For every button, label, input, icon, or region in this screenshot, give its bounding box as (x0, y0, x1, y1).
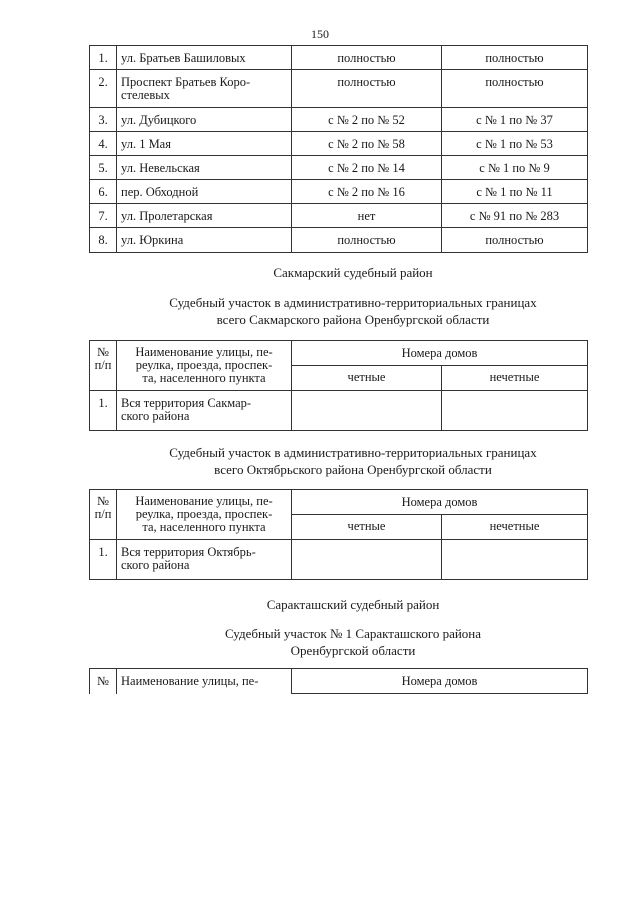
saraktash-section-title (0, 625, 640, 659)
table-header-row (90, 341, 588, 366)
table-row (90, 132, 588, 156)
odd-houses (442, 540, 588, 580)
street-name: ул. Пролетарская (117, 204, 292, 228)
odd-houses: полностью (442, 70, 588, 108)
territory-name: Вся территория Октябрь- ского района (117, 540, 292, 580)
odd-houses: полностью (442, 46, 588, 70)
streets-table (89, 45, 588, 253)
even-houses (292, 391, 442, 431)
street-name: пер. Обходной (117, 180, 292, 204)
odd-houses: с № 1 по № 11 (442, 180, 588, 204)
odd-houses (442, 391, 588, 431)
street-name: ул. 1 Мая (117, 132, 292, 156)
sakmara-section-title (0, 294, 640, 328)
saraktash-table (89, 668, 588, 694)
house-numbers-header: Номера домов (292, 490, 588, 515)
row-number: 1. (90, 46, 117, 70)
number-header: № п/п (90, 490, 117, 540)
even-houses: полностью (292, 70, 442, 108)
street-name (117, 70, 292, 108)
table-row (90, 204, 588, 228)
even-houses: с № 2 по № 58 (292, 132, 442, 156)
odd-houses: с № 1 по № 37 (442, 108, 588, 132)
street-name-header: Наименование улицы, пе- реулка, проезда, проспек- та, населенного пункта (117, 490, 292, 540)
odd-header: нечетные (442, 366, 588, 391)
table-row (90, 228, 588, 253)
oktyabrsky-section-title (0, 444, 640, 478)
even-houses (292, 540, 442, 580)
oktyabrsky-section-title-line-1: Судебный участок в административно-территориальных границах (169, 445, 537, 460)
sakmara-district-title: Сакмарский судебный район (273, 265, 433, 280)
street-name: ул. Братьев Башиловых (117, 46, 292, 70)
table-header-row (90, 669, 588, 694)
street-name-line-1: Проспект Братьев Коро- (121, 75, 251, 89)
street-name-header: Наименование улицы, пе- реулка, проезда, проспек- та, населенного пункта (117, 341, 292, 391)
number-header: № (90, 669, 117, 694)
saraktash-section-title-line-1: Судебный участок № 1 Саракташского района (224, 626, 482, 641)
odd-houses: с № 1 по № 53 (442, 132, 588, 156)
sakmara-section-title-line-1: Судебный участок в административно-территориальных границах (169, 295, 537, 310)
row-number: 7. (90, 204, 117, 228)
saraktash-section-title-line-2: Оренбургской области (290, 643, 416, 658)
table-row (90, 180, 588, 204)
odd-houses: с № 91 по № 283 (442, 204, 588, 228)
street-name: ул. Дубицкого (117, 108, 292, 132)
odd-header: нечетные (442, 515, 588, 540)
even-header: четные (292, 366, 442, 391)
oktyabrsky-section-title-line-2: всего Октябрьского района Оренбургской области (214, 462, 492, 477)
table-row (90, 46, 588, 70)
saraktash-district-title: Саракташский судебный район (266, 597, 440, 612)
row-number: 6. (90, 180, 117, 204)
table-row (90, 391, 588, 431)
table-row (90, 156, 588, 180)
street-name: ул. Юркина (117, 228, 292, 253)
row-number: 4. (90, 132, 117, 156)
house-numbers-header: Номера домов (292, 341, 588, 366)
sakmara-section-title-line-2: всего Сакмарского района Оренбургской области (216, 312, 490, 327)
even-header: четные (292, 515, 442, 540)
odd-houses: с № 1 по № 9 (442, 156, 588, 180)
even-houses: полностью (292, 228, 442, 253)
table-header-row (90, 490, 588, 515)
even-houses: полностью (292, 46, 442, 70)
row-number: 1. (90, 391, 117, 431)
row-number: 5. (90, 156, 117, 180)
row-number: 2. (90, 70, 117, 108)
even-houses: с № 2 по № 52 (292, 108, 442, 132)
oktyabrsky-table (89, 489, 588, 580)
house-numbers-header: Номера домов (292, 669, 588, 694)
street-name: ул. Невельская (117, 156, 292, 180)
even-houses: нет (292, 204, 442, 228)
even-houses: с № 2 по № 14 (292, 156, 442, 180)
page-number: 150 (311, 27, 329, 41)
odd-houses: полностью (442, 228, 588, 253)
number-header: № п/п (90, 341, 117, 391)
row-number: 3. (90, 108, 117, 132)
table-row (90, 108, 588, 132)
table-row (90, 540, 588, 580)
row-number: 8. (90, 228, 117, 253)
territory-name: Вся территория Сакмар- ского района (117, 391, 292, 431)
street-name-line-2: стелевых (121, 88, 170, 102)
sakmara-table (89, 340, 588, 431)
row-number: 1. (90, 540, 117, 580)
street-name-header: Наименование улицы, пе- (117, 669, 292, 694)
even-houses: с № 2 по № 16 (292, 180, 442, 204)
table-row (90, 70, 588, 108)
